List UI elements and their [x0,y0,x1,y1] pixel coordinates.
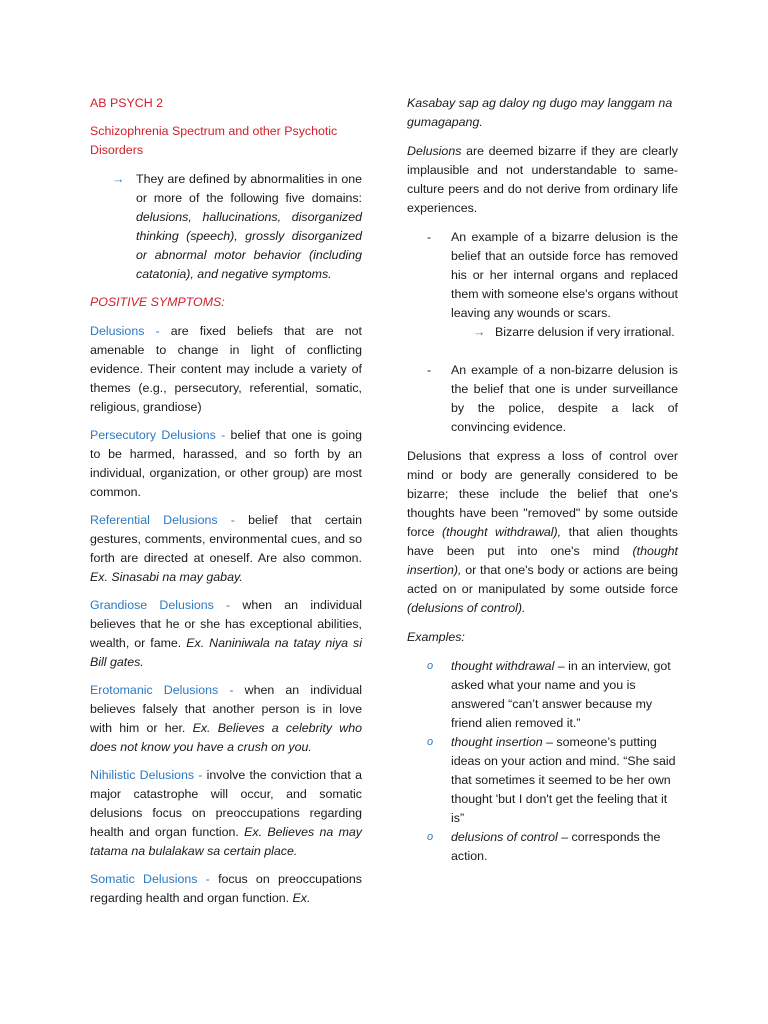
positive-symptoms-heading: POSITIVE SYMPTOMS: [90,295,225,309]
bizarre-example-text: An example of a bizarre delusion is the belief that an outside force has removed his or her internal organs and replaced them with someone else's organs without leaving any wounds or scars. [451,230,678,320]
term-grandiose: Grandiose Delusions - [90,598,231,612]
page-title: Schizophrenia Spectrum and other Psychotic Disorders [90,124,338,157]
right-column [407,94,678,866]
somatic-paragraph: Somatic Delusions - focus on preoccupations regarding health and organ function. Ex. [90,872,363,905]
examples-heading: Examples: [407,630,465,644]
nihilistic-paragraph: Nihilistic Delusions - involve the conviction that a major catastrophe will occur, and somatic delusions focus on preoccupations regarding health and organ function. Ex. Believes na may tatama na bulalakaw sa certain place. [90,768,362,858]
bizarre-note-text: Bizarre delusion if very irrational. [495,325,675,339]
term-nihilistic: Nihilistic Delusions - [90,768,203,782]
left-column [90,94,362,908]
control-paragraph: Delusions that express a loss of control over mind or body are generally considered to be bizarre; these include the belief that one's thoughts have been "removed" by some outside force (thought withdrawal), that alien thoughts have been put into one's mind (thought insertion), or that one's body or actions are being acted on or manipulated by some outside force (delusions of control). [407,449,678,615]
course-code: AB PSYCH 2 [90,96,163,110]
grandiose-paragraph: Grandiose Delusions - when an individual believes that he or she has exceptional abilities, wealth, or fame. Ex. Naniniwala na tatay niya si Bill gates. [90,598,362,669]
intro-text: They are defined by abnormalities in one or more of the following five domains: delusions, hallucinations, disorganized thinking (speech), grossly disorganized or abnormal motor behavior (including catatonia), and negative symptoms. [136,172,362,281]
term-somatic: Somatic Delusions - [90,872,210,886]
example-delusions-of-control: o delusions of control – corresponds the action. [427,828,678,866]
term-delusions: Delusions - [90,324,160,338]
bizarre-definition: Delusions are deemed bizarre if they are clearly implausible and not understandable to same-culture peers and do not derive from ordinary life experiences. [407,144,678,215]
circle-bullet-icon: o [427,736,434,748]
nonbizarre-example-text: An example of a non-bizarre delusion is the belief that one is under surveillance by the police, despite a lack of convincing evidence. [451,363,678,434]
term-erotomanic: Erotomanic Delusions - [90,683,234,697]
arrow-icon: → [112,172,125,186]
circle-bullet-icon: o [427,660,434,672]
circle-bullet-icon: o [427,831,434,843]
dash-bullet: - [427,230,432,244]
delusions-paragraph: Delusions - are fixed beliefs that are not amenable to change in light of conflicting evidence. Their content may include a variety of themes (e.g., persecutory, referential, somatic, religious, grandiose) [90,324,363,414]
arrow-icon: → [473,325,486,339]
erotomanic-paragraph: Erotomanic Delusions - when an individual believes falsely that another person is in love with him or her. Ex. Believes a celebrity who does not know you have a crush on you. [90,683,362,754]
term-persecutory: Persecutory Delusions - [90,428,226,442]
persecutory-paragraph: Persecutory Delusions - belief that one is going to be harmed, harassed, and so forth by an individual, organization, or other group) are most common. [90,428,362,499]
bizarre-example-item [427,228,678,342]
intro-bullet [112,170,362,284]
term-referential: Referential Delusions - [90,513,235,527]
continuation-text: Kasabay sap ag daloy ng dugo may langgam na gumagapang. [407,96,673,129]
nonbizarre-example-item [427,361,678,437]
example-thought-insertion: o thought insertion – someone’s putting ideas on your action and mind. “She said that sometimes it seemed to be her own thought 'but I don't get the feeling that it is” [427,733,678,828]
referential-paragraph: Referential Delusions - belief that certain gestures, comments, environmental cues, and so forth are directed at oneself. Are also common. Ex. Sinasabi na may gabay. [90,513,363,584]
dash-bullet: - [427,363,432,377]
example-thought-withdrawal: o thought withdrawal – in an interview, got asked what your name and you is answered “can’t answer because my friend alien removed it.” [427,657,678,733]
bizarre-note-item [473,323,678,342]
